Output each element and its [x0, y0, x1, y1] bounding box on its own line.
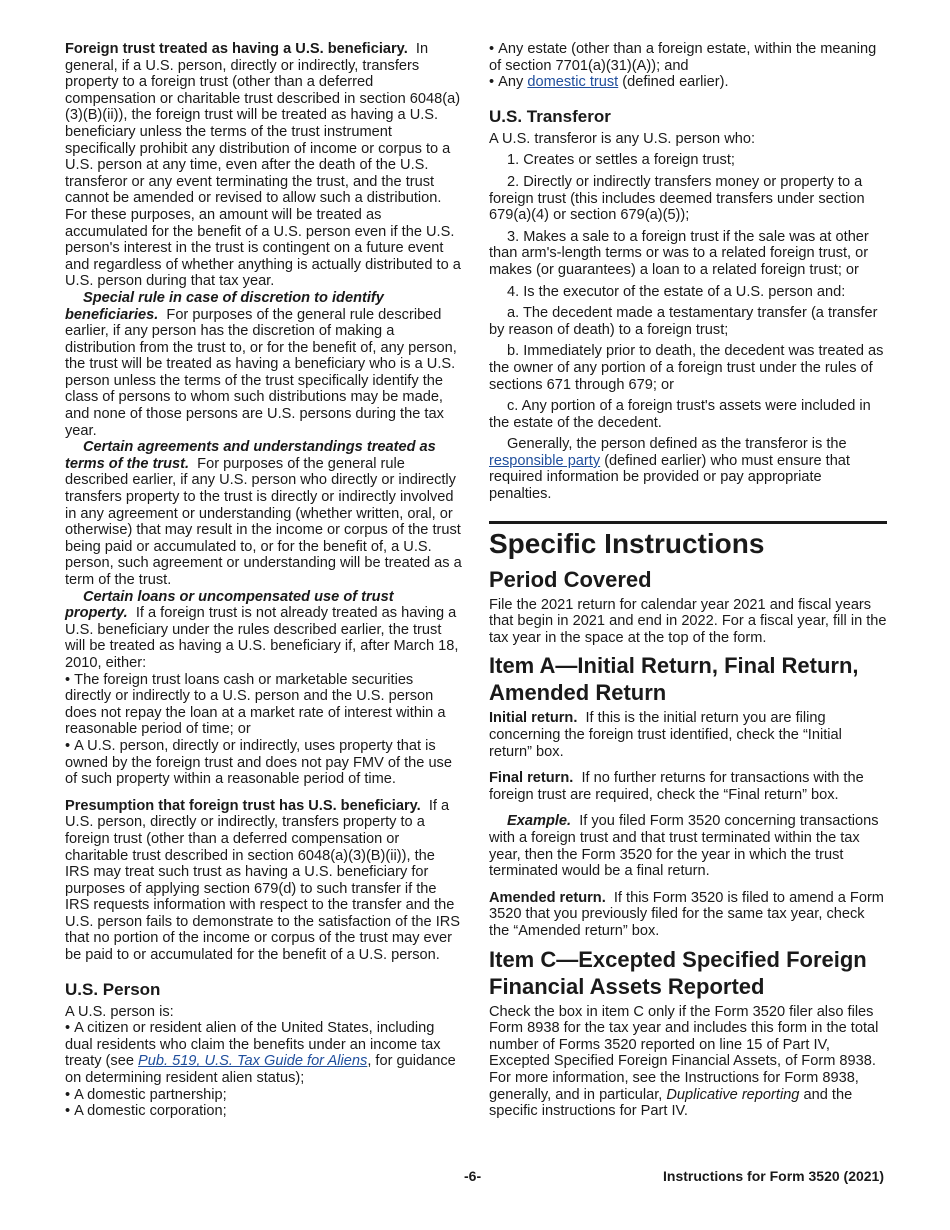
page-number: -6- [464, 1168, 482, 1184]
paragraph-item-c: Check the box in item C only if the Form 3520 filer also files Form 8938 for the tax year and includes this form in the total number of Forms 3520 reported on line 15 of Part IV, Excepted Specified Foreign Financial Assets, of Form 8938. For more information, see the Instructions for Form 8938, generally, and in particular, Duplicative reporting and the specific instructions for Part IV. [489, 1003, 879, 1120]
run-in-heading: Certain loans or uncompensated use of trust property. [65, 588, 394, 622]
list-item: 1. Creates or settles a foreign trust; [507, 152, 735, 169]
domestic-trust-link[interactable]: domestic trust [527, 74, 619, 91]
paragraph-presumption [65, 798, 463, 964]
paragraph-text: If a U.S. person, directly or indirectly, transfers property to a foreign trust (other than a deferred compensation or charitable trust described in section 6048(a)(3)(B)(ii)), the IRS may treat such trust as having a U.S. beneficiary for purposes of applying section 679(d) to such transfer if the IRS requests information with respect to the transfer and the U.S. person fails to demonstrate to the satisfaction of the IRS that no portion of the income or corpus of the trust may ever be paid to or accumulated for the benefit of a U.S. person. [65, 797, 461, 964]
bullet-item: • A domestic corporation; [65, 1103, 463, 1120]
run-in-heading: Certain agreements and understandings treated as terms of the trust. [65, 439, 436, 472]
list-item: c. Any portion of a foreign trust's assets were included in the estate of the decedent. [489, 398, 871, 431]
paragraph-text: For purposes of the general rule described earlier, if any U.S. person who directly or indirectly transfers property to the trust is directly or indirectly involved in any agreement or understanding (whether written, oral, or otherwise) that may result in the income or corpus of the trust being paid or accumulated to, or for the benefit of, a U.S. person, such agreement or understanding will be treated as a term of the trust. [65, 455, 462, 588]
period-text: File the 2021 return for calendar year 2021 and fiscal years that begin in 2021 and end in 2022. For a fiscal year, fill in the tax year in the space at the top of the form. [489, 596, 887, 646]
list-item: 4. Is the executor of the estate of a U.S. person and: [507, 283, 846, 300]
us-person-intro: A U.S. person is: [65, 1003, 174, 1020]
bullet-item: • A U.S. person, directly or indirectly, uses property that is owned by the foreign trust and does not pay FMV of the use of such property within a reasonable period of time. [65, 738, 463, 788]
run-in-heading: Final return. [489, 770, 574, 787]
right-column [489, 41, 887, 1120]
bullet-item: • Any estate (other than a foreign estate, within the meaning of section 7701(a)(31)(A)); and [489, 41, 887, 74]
run-in-heading: Initial return. [489, 710, 578, 727]
run-in-heading: Example. [507, 813, 572, 830]
heading-specific-instructions: Specific Instructions [489, 527, 765, 559]
bullet-item: • A citizen or resident alien of the United States, including dual residents who claim the benefits under an income tax treaty (see Pub. 519, U.S. Tax Guide for Aliens, for guidance on determining resident alien status); [65, 1020, 463, 1086]
run-in-heading: Foreign trust treated as having a U.S. beneficiary. [65, 41, 408, 57]
paragraph-generally: Generally, the person defined as the transferor is the responsible party (defined earlier) who must ensure that required information be provided or pay appropriate penalties. [489, 436, 850, 503]
paragraph-agreements [65, 439, 463, 588]
paragraph-text: For purposes of the general rule described earlier, if any person has the discretion of making a distribution from the trust to, or for the benefit of, any person, the trust will be treated as having a beneficiary who is a U.S. person unless the terms of the trust specifically identify the class of persons to whom such distributions may be made, and none of those persons are U.S. persons during the tax year. [65, 306, 457, 439]
run-in-heading: Special rule in case of discretion to identify beneficiaries. [65, 289, 384, 323]
footer-title: Instructions for Form 3520 (2021) [663, 1168, 884, 1184]
heading-us-person: U.S. Person [65, 979, 161, 999]
list-item: 3. Makes a sale to a foreign trust if the sale was at other than arm's-length terms or was to a related foreign trust, or makes (or guarantees) a loan to a related foreign trust; or [489, 228, 869, 278]
paragraph-loans [65, 589, 463, 672]
paragraph-discretion-rule [65, 290, 463, 439]
list-item: b. Immediately prior to death, the decedent was treated as the owner of any portion of a foreign trust under the rules of sections 671 through 679; or [489, 343, 884, 393]
heading-item-a: Item A—Initial Return, Final Return, Amended Return [489, 653, 859, 706]
heading-us-transferor: U.S. Transferor [489, 106, 611, 126]
bullet-item: • Any domestic trust (defined earlier). [489, 74, 887, 91]
paragraph-example: Example. If you filed Form 3520 concerning transactions with a foreign trust and that trust terminated within the tax year, then the Form 3520 for the year in which the trust terminated would be a final return. [489, 813, 879, 880]
run-in-heading: Amended return. [489, 889, 606, 906]
list-item: a. The decedent made a testamentary transfer (a transfer by reason of death) to a foreign trust; [489, 305, 878, 338]
run-in-heading: Presumption that foreign trust has U.S. beneficiary. [65, 797, 421, 814]
bullet-item: • The foreign trust loans cash or marketable securities directly or indirectly to a U.S. person and the U.S. person does not repay the loan at a market rate of interest within a reasonable period of time; or [65, 672, 463, 738]
paragraph-text: If a foreign trust is not already treated as having a U.S. beneficiary under the rules described earlier, the trust will be treated as having a U.S. beneficiary if, after March 18, 2010, either: [65, 605, 459, 671]
paragraph-amended-return: Amended return. If this Form 3520 is filed to amend a Form 3520 that you previously filed for the same tax year, check the “Amended return” box. [489, 889, 884, 939]
paragraph-final-return: Final return. If no further returns for transactions with the foreign trust are required, check the “Final return” box. [489, 770, 864, 803]
paragraph-text: In general, if a U.S. person, directly or indirectly, transfers property to a foreign trust (other than a deferred compensation or charitable trust described in section 6048(a)(3)(B)(ii)), the foreign trust will be treated as having a U.S. beneficiary unless the terms of the trust instrument specifically prohibit any distribution of income or corpus to a U.S. person at any time, even after the death of the U.S. transferor or any event terminating the trust, and the trust cannot be amended or revised to allow such a distribution. For these purposes, an amount will be treated as accumulated for the benefit of a U.S. person even if the U.S. person's interest in the trust is contingent on a future event and regardless of whether anything is actually distributed to a U.S. person during that tax year. [65, 41, 461, 290]
heading-period-covered: Period Covered [489, 566, 652, 592]
list-item: 2. Directly or indirectly transfers money or property to a foreign trust (this includes deemed transfers under section 679(a)(4) or section 679(a)(5)); [489, 173, 865, 224]
pub-519-link[interactable]: Pub. 519, U.S. Tax Guide for Aliens [138, 1053, 368, 1070]
heading-item-c: Item C—Excepted Specified Foreign Financial Assets Reported [489, 946, 867, 999]
left-column [65, 41, 463, 1120]
responsible-party-link[interactable]: responsible party [489, 452, 601, 469]
paragraph-foreign-trust-beneficiary [65, 41, 463, 290]
section-divider [489, 521, 887, 524]
bullet-item: • A domestic partnership; [65, 1087, 463, 1104]
paragraph-initial-return: Initial return. If this is the initial return you are filing concerning the foreign trust identified, check the “Initial return” box. [489, 710, 842, 760]
transferor-intro: A U.S. transferor is any U.S. person who: [489, 130, 756, 147]
